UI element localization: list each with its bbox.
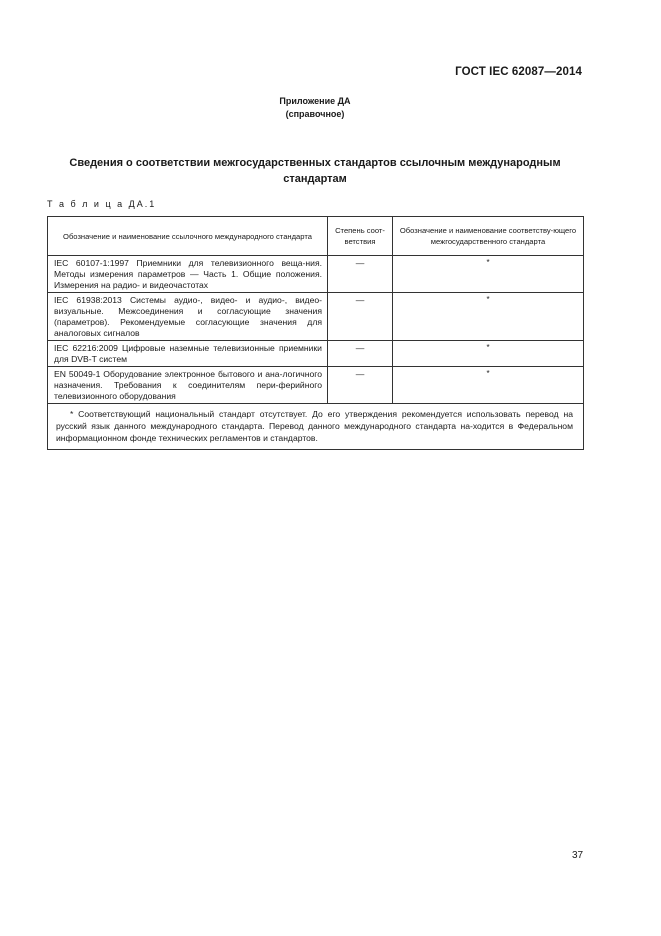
interstate-standard-cell: * [393,293,584,341]
annex-title: Приложение ДА [279,96,351,106]
reference-standard-cell: IEC 60107-1:1997 Приемники для телевизионного веща-ния. Методы измерения параметров — Часть 1. Общие положения. Измерения на радио- и видеочастотах [48,256,328,293]
table-row [48,341,584,367]
table-row [48,367,584,404]
degree-cell: — [328,341,393,367]
interstate-standard-cell: * [393,341,584,367]
reference-standard-cell: IEC 61938:2013 Системы аудио-, видео- и аудио-, видео-визуальные. Межсоединения и согласующие значения (параметров). Рекомендуемые согласующие значения для аналоговых сигналов [48,293,328,341]
annex-heading [0,95,630,121]
table-row [48,256,584,293]
interstate-standard-cell: * [393,367,584,404]
header-reference-standard: Обозначение и наименование ссылочного международного стандарта [48,217,328,256]
header-degree-of-conformity: Степень соот-ветствия [328,217,393,256]
page-number: 37 [572,850,584,861]
header-interstate-standard: Обозначение и наименование соответству-ющего межгосударственного стандарта [393,217,584,256]
degree-cell: — [328,367,393,404]
degree-cell: — [328,293,393,341]
degree-cell: — [328,256,393,293]
correspondence-table [47,216,584,450]
interstate-standard-cell: * [393,256,584,293]
annex-subtitle: (справочное) [285,109,345,119]
reference-standard-cell: IEC 62216:2009 Цифровые наземные телевизионные приемники для DVB-T систем [48,341,328,367]
standard-designation: ГОСТ IEC 62087—2014 [455,66,582,78]
table-footnote-row [48,404,584,450]
document-title: Сведения о соответствии межгосударственных стандартов ссылочным международным стандартам [69,157,561,185]
reference-standard-cell: EN 50049-1 Оборудование электронное бытового и ана-логичного назначения. Требования к соединителям пери-ферийного телевизионного оборудования [48,367,328,404]
table-caption: Т а б л и ц а ДА.1 [47,199,157,209]
table-row [48,293,584,341]
table-header-row [48,217,584,256]
table-footnote: * Соответствующий национальный стандарт отсутствует. До его утверждения рекомендуется использовать перевод на русский язык данного международного стандарта. Перевод данного международного стандарта на-ходится в Федеральном информационном фонде технических регламентов и стандартов. [48,404,584,450]
